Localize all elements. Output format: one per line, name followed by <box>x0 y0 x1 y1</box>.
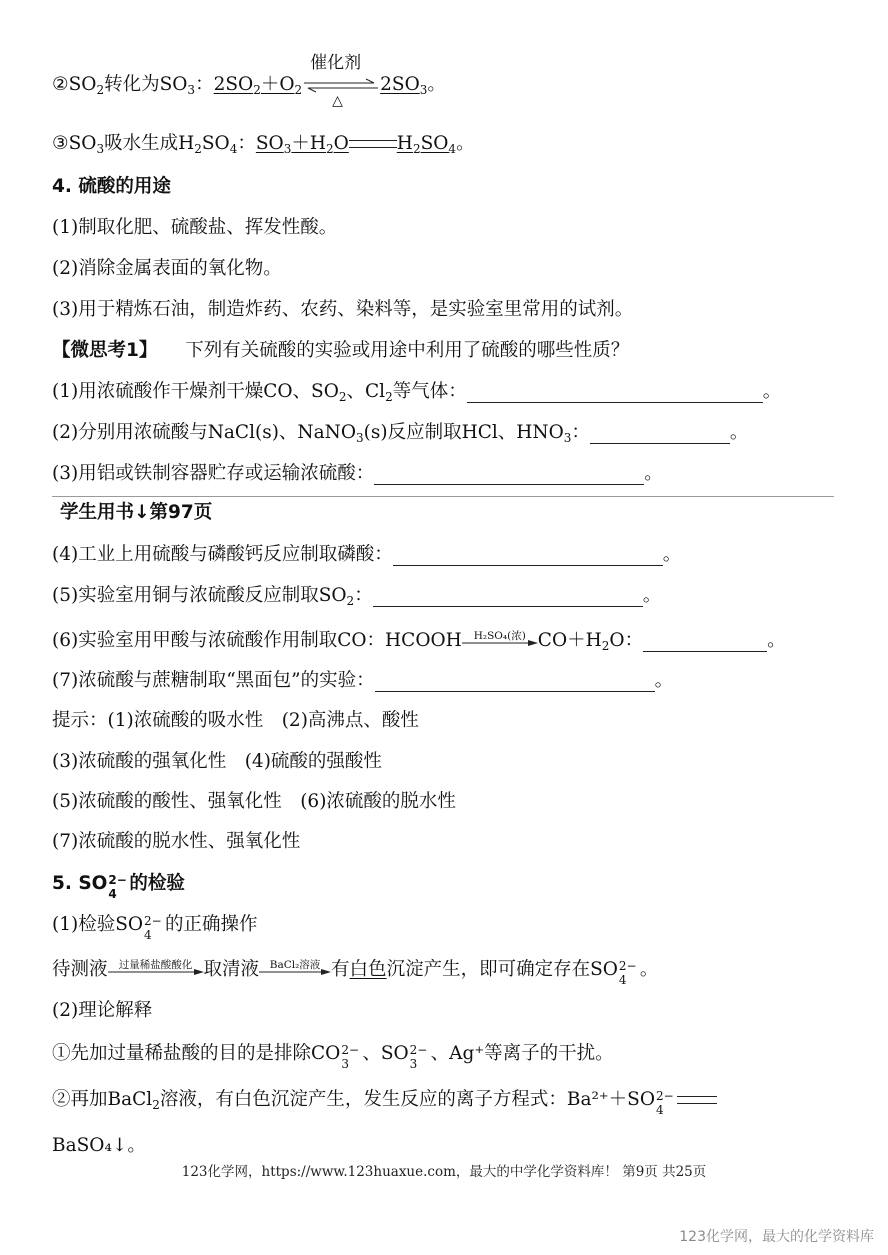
question-3: (3)用铝或铁制容器贮存或运输浓硫酸： 。 <box>52 463 663 484</box>
arrow-right-icon <box>259 960 331 980</box>
theory-2 <box>52 1087 717 1118</box>
reaction-arrow <box>462 631 538 651</box>
condition-catalyst: 催化剂 <box>310 53 362 73</box>
text: 2SO <box>380 74 420 95</box>
ion-charge <box>618 957 640 987</box>
text: ＋H <box>291 133 326 154</box>
answer-blank[interactable] <box>375 671 655 692</box>
subscript: 3 <box>409 1057 418 1071</box>
question-4: (4)工业上用硫酸与磷酸钙反应制取磷酸： 。 <box>52 544 682 565</box>
question-1: (1)用浓硫酸作干燥剂干燥CO、$SO_2$、$Cl_2$等气体： 。 <box>52 381 782 404</box>
text: 、Ag⁺等离子的干扰。 <box>430 1043 614 1064</box>
answer-blank[interactable] <box>467 382 763 403</box>
text: 的检验 <box>129 873 185 894</box>
line-so3-to-h2so4 <box>52 131 475 162</box>
text: ： <box>354 585 373 606</box>
subscript: 3 <box>419 83 428 97</box>
arrow-right-icon <box>462 631 538 651</box>
text: ： <box>237 133 256 154</box>
text: 溶液，有白色沉淀产生，发生反应的离子方程式：Ba²⁺＋SO <box>159 1089 655 1110</box>
subscript: 2 <box>385 390 393 404</box>
theory-3: BaSO₄↓。 <box>52 1135 146 1156</box>
reversible-arrow <box>302 53 380 109</box>
text: 。 <box>639 959 659 980</box>
subscript: 4 <box>144 928 152 942</box>
think-title: 【微思考1】 <box>52 340 158 361</box>
ion-charge <box>409 1041 431 1071</box>
question-5: (5)实验室用铜与浓硫酸反应制取$SO_2$： 。 <box>52 585 662 608</box>
text: 取清液 <box>203 959 260 980</box>
text: 、Cl <box>346 381 386 402</box>
text: 等气体： <box>392 381 467 402</box>
theory-title: (2)理论解释 <box>52 1000 153 1021</box>
text: 吸水生成H <box>104 133 195 154</box>
subscript: 2 <box>194 142 202 156</box>
question-6: (6)实验室用甲酸与浓硫酸作用制取CO：HCOOH H₂SO₄(浓) $CO+H_2O$： 。 <box>52 628 786 659</box>
reaction-arrow <box>108 960 204 980</box>
question-7: (7)浓硫酸与蔗糖制取“黑面包”的实验： 。 <box>52 670 674 691</box>
equals-sign <box>349 140 397 148</box>
arrow-condition: H₂SO₄(浓) <box>473 630 526 642</box>
charge: 2− <box>144 914 162 928</box>
text: 待测液 <box>52 959 108 980</box>
text: ＋O <box>260 74 295 95</box>
text: SO <box>255 133 284 154</box>
subscript: 3 <box>356 431 364 445</box>
arrow-right-icon <box>108 960 204 980</box>
operation-title <box>52 912 258 942</box>
answer-blank[interactable] <box>393 545 663 566</box>
ion-charge <box>107 871 129 901</box>
answer-blank[interactable] <box>373 586 643 607</box>
ion-charge <box>655 1087 677 1117</box>
hint-line-4: (7)浓硫酸的脱水性、强氧化性 <box>52 831 301 852</box>
text: 的正确操作 <box>165 914 258 935</box>
arrow-condition: 过量稀盐酸酸化 <box>118 959 193 971</box>
text: 。 <box>427 74 446 95</box>
subscript: 2 <box>253 83 261 97</box>
text: 、SO <box>362 1043 409 1064</box>
text: (1)检验SO <box>52 914 144 935</box>
text: (7)浓硫酸与蔗糖制取“黑面包”的实验： <box>52 670 375 691</box>
text: (6)实验室用甲酸与浓硫酸作用制取CO：HCOOH <box>52 630 462 651</box>
charge: 2− <box>341 1043 360 1057</box>
subscript: 4 <box>229 142 238 156</box>
ion-charge <box>143 912 165 942</box>
answer-blank[interactable] <box>590 423 730 444</box>
answer-white: 白色 <box>349 959 387 980</box>
text: ： <box>571 422 590 443</box>
subscript: 3 <box>96 142 105 156</box>
section-divider <box>52 496 834 497</box>
answer-blank[interactable] <box>643 631 767 652</box>
equation-product <box>397 133 456 154</box>
text: ②SO <box>52 74 97 95</box>
text: O： <box>609 630 644 651</box>
equation-underlined <box>214 74 303 95</box>
text: ： <box>195 74 214 95</box>
use-1: (1)制取化肥、硫酸盐、挥发性酸。 <box>52 217 338 238</box>
subscript: 4 <box>448 142 457 156</box>
charge: 2− <box>656 1089 674 1103</box>
equation-underlined <box>256 133 349 154</box>
ion-charge <box>340 1041 362 1071</box>
condition-heat: △ <box>332 93 343 109</box>
text: 5. SO <box>52 873 108 894</box>
subscript: 3 <box>283 142 292 156</box>
subscript: 2 <box>294 83 303 97</box>
line-so2-to-so3 <box>52 53 446 109</box>
subscript: 2 <box>601 639 610 653</box>
subscript: 2 <box>152 1098 160 1112</box>
equals-sign <box>677 1096 717 1104</box>
text: 有 <box>331 959 350 980</box>
use-2: (2)消除金属表面的氧化物。 <box>52 258 282 279</box>
hint-line-2: (3)浓硫酸的强氧化性 (4)硫酸的强酸性 <box>52 751 382 772</box>
text: (4)工业上用硫酸与磷酸钙反应制取磷酸： <box>52 544 393 565</box>
subscript: 4 <box>108 887 117 901</box>
subscript: 3 <box>563 431 572 445</box>
text: 。 <box>456 133 475 154</box>
think-question <box>52 338 629 364</box>
operation-flow <box>52 957 659 987</box>
page-footer: 123化学网，https://www.123huaxue.com，最大的中学化学资料库！ 第9页 共25页 <box>181 1164 707 1180</box>
answer-blank[interactable] <box>374 464 644 485</box>
text: O <box>333 133 349 154</box>
theory-1 <box>52 1041 614 1071</box>
subscript: 2 <box>96 83 105 97</box>
text: (2)分别用浓硫酸与NaCl(s)、NaNO <box>52 422 356 443</box>
text: H <box>396 133 413 154</box>
equation-product <box>380 74 427 95</box>
text: (1)用浓硫酸作干燥剂干燥CO、SO <box>52 381 339 402</box>
text: ①先加过量稀盐酸的目的是排除CO <box>52 1043 341 1064</box>
use-3: (3)用于精炼石油，制造炸药、农药、染料等，是实验室里常用的试剂。 <box>52 299 634 320</box>
subscript: 2 <box>325 142 334 156</box>
text: 转化为SO <box>104 74 188 95</box>
subscript: 2 <box>346 594 355 608</box>
think-text: 下列有关硫酸的实验或用途中利用了硫酸的哪些性质？ <box>185 340 630 361</box>
text: (5)实验室用铜与浓硫酸反应制取SO <box>52 585 347 606</box>
charge: 2− <box>108 873 127 887</box>
text: ③SO <box>52 133 97 154</box>
charge: 2− <box>409 1043 428 1057</box>
text: SO <box>201 133 230 154</box>
subscript: 2 <box>412 142 421 156</box>
text: (s)反应制取HCl、HNO <box>363 422 564 443</box>
heading-sulfate-test <box>52 871 185 901</box>
text: ②再加BaCl <box>52 1089 153 1110</box>
text: 2SO <box>213 74 254 95</box>
subscript: 4 <box>656 1103 664 1117</box>
watermark: 123化学网，最大的化学资料库 <box>679 1229 874 1245</box>
arrow-condition: BaCl₂溶液 <box>269 959 321 971</box>
question-2: (2)分别用浓硫酸与NaCl(s)、NaNO$_3$(s)反应制取HCl、$HNO_3$： 。 <box>52 422 749 445</box>
text: 沉淀产生，即可确定存在SO <box>386 959 618 980</box>
reaction-arrow <box>259 960 331 980</box>
subscript: 3 <box>187 83 196 97</box>
subscript: 3 <box>341 1057 349 1071</box>
text: SO <box>420 133 449 154</box>
hint-line-3: (5)浓硫酸的酸性、强氧化性 (6)浓硫酸的脱水性 <box>52 791 456 812</box>
subscript: 2 <box>338 390 347 404</box>
hint-line-1: 提示：(1)浓硫酸的吸水性 (2)高沸点、酸性 <box>52 710 419 731</box>
text: (3)用铝或铁制容器贮存或运输浓硫酸： <box>52 463 375 484</box>
charge: 2− <box>618 959 637 973</box>
subscript: 4 <box>618 973 627 987</box>
heading-uses: 4. 硫酸的用途 <box>52 176 171 197</box>
text: CO＋H <box>537 630 602 651</box>
book-page-ref: 学生用书↓第97页 <box>60 502 213 523</box>
